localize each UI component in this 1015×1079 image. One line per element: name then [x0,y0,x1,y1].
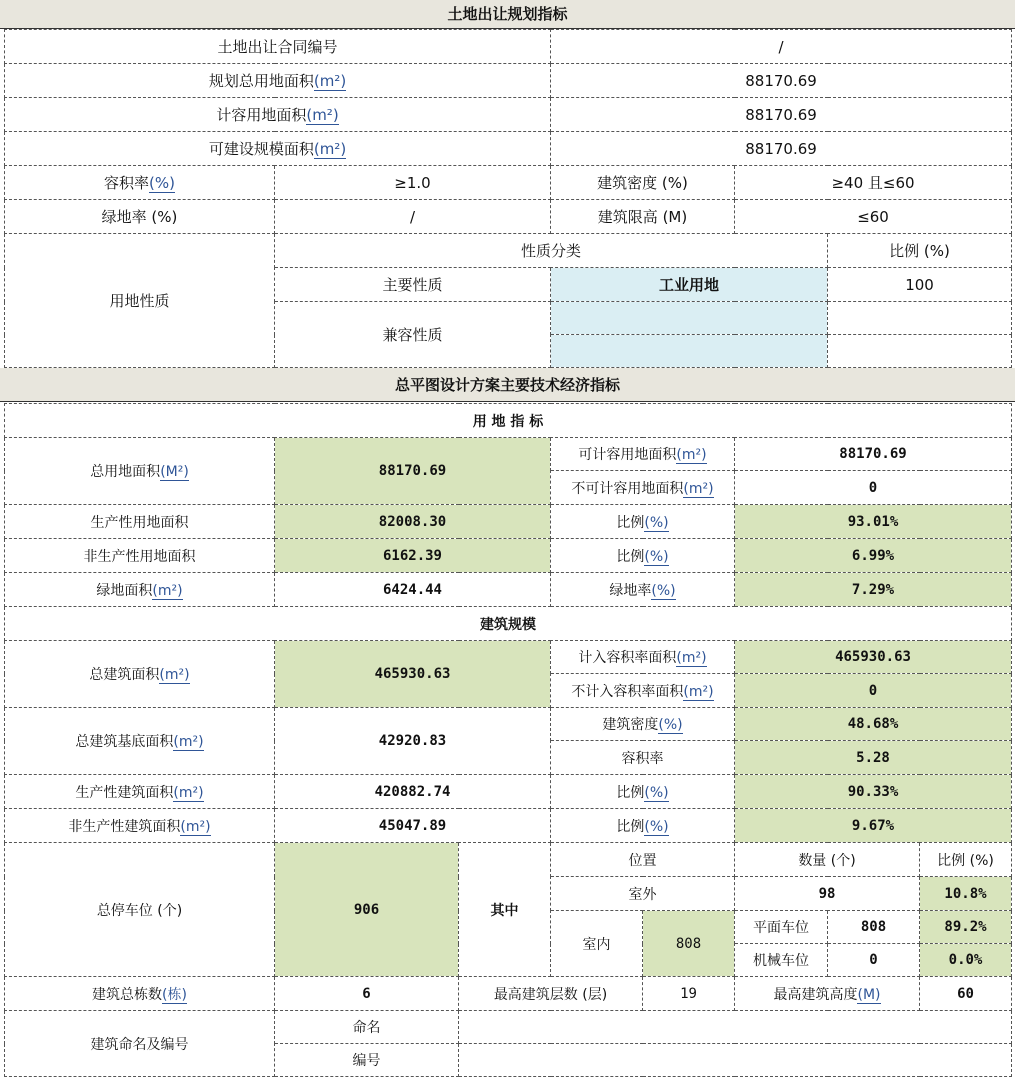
building-header: 建筑规模 [5,607,1012,641]
main-ratio: 100 [828,268,1012,302]
prod-floor-value: 420882.74 [275,775,551,809]
unit-link[interactable]: (%) [644,818,669,835]
green-rate-label-cell [551,573,735,607]
green-area-label: 绿地面积 [96,582,153,599]
outdoor-pct: 10.8% [920,877,1012,911]
indoor-label: 室内 [551,911,643,977]
table-row [5,64,1012,98]
position-header: 位置 [551,843,735,877]
total-area-label: 规划总用地面积 [208,72,314,90]
far-value: 5.28 [735,741,1012,775]
table-row [5,234,1012,268]
far-label: 容积率 [104,174,150,192]
unit-link[interactable]: (M) [857,986,881,1003]
pct-header: 比例 (%) [920,843,1012,877]
height-label: 建筑限高 (M) [551,200,735,234]
noncountable-value: 0 [735,471,1012,505]
countable-label-cell [551,438,735,471]
density-value: ≥40 且≤60 [735,166,1012,200]
max-height-label-cell [735,977,920,1011]
flat-pct: 89.2% [920,911,1012,944]
unit-link[interactable]: (栋) [162,986,187,1003]
total-area-label-cell [5,64,551,98]
table-row [5,539,1012,573]
name-label: 命名 [275,1011,459,1044]
unit-link[interactable]: (%) [149,174,175,192]
table-row [5,1011,1012,1044]
max-height-label: 最高建筑高度 [773,986,858,1003]
table-row [5,200,1012,234]
unit-link[interactable]: (m²) [180,818,211,835]
density-label-cell [551,708,735,741]
unit-link[interactable]: (%) [658,717,683,733]
mech-value: 0 [828,944,920,977]
ratio-label-cell [551,775,735,809]
section1-title-bar [0,0,1015,29]
ratio-label-cell [551,809,735,843]
outdoor-label: 室外 [551,877,735,911]
table-row [5,843,1012,877]
green-area-value: 6424.44 [275,573,551,607]
far-area-value: 88170.69 [551,98,1012,132]
build-area-label: 可建设规模面积 [208,140,314,158]
compat-ratio-2 [828,335,1012,368]
section2-title-bar [0,368,1015,402]
prod-floor-label-cell [5,775,275,809]
nonfar-floor-value: 0 [735,674,1012,708]
unit-link[interactable]: (%) [644,784,669,801]
far-floor-label-cell [551,641,735,674]
total-land-label: 总用地面积 [90,464,161,480]
bldg-count-label-cell [5,977,275,1011]
land-transfer-table [4,29,1012,368]
nonprod-floor-value: 45047.89 [275,809,551,843]
total-floor-label-cell [5,641,275,708]
outdoor-value: 98 [735,877,920,911]
nonprod-floor-ratio: 9.67% [735,809,1012,843]
countable-label: 可计容用地面积 [578,447,677,463]
unit-link[interactable]: (M²) [160,464,189,480]
far-value: ≥1.0 [275,166,551,200]
build-area-label-cell [5,132,551,166]
green-label: 绿地率 (%) [5,200,275,234]
prod-floor-ratio: 90.33% [735,775,1012,809]
nonprod-floor-label: 非生产性建筑面积 [68,818,181,835]
table-row [5,98,1012,132]
compat-label: 兼容性质 [275,302,551,368]
ratio-label: 比例 [616,548,645,565]
countable-value: 88170.69 [735,438,1012,471]
total-land-label-cell [5,438,275,505]
unit-link[interactable]: (%) [651,582,676,599]
far-area-label: 计容用地面积 [216,106,307,124]
far-area-label-cell [5,98,551,132]
noncountable-label: 不可计容用地面积 [571,480,684,497]
nonfar-floor-label: 不计入容积率面积 [571,683,684,700]
parking-label: 总停车位 (个) [5,843,275,977]
compat-value-2 [551,335,828,368]
table-row [5,166,1012,200]
build-area-value: 88170.69 [551,132,1012,166]
bldg-count-value: 6 [275,977,459,1011]
table-row [5,404,1012,438]
flat-value: 808 [828,911,920,944]
main-value: 工业用地 [551,268,828,302]
density-label: 建筑密度 (%) [551,166,735,200]
ratio-label: 比例 [616,784,645,801]
contract-value: / [551,30,1012,64]
nonprod-land-value: 6162.39 [275,539,551,573]
height-value: ≤60 [735,200,1012,234]
far-floor-label: 计入容积率面积 [578,650,677,666]
section2-title: 总平图设计方案主要技术经济指标 [394,376,620,394]
tech-econ-table [4,403,1012,1077]
name-value[interactable] [459,1011,1012,1044]
unit-link[interactable]: (m²) [676,650,707,666]
unit-link[interactable]: (m²) [313,72,347,90]
mech-pct: 0.0% [920,944,1012,977]
total-floor-label: 总建筑面积 [89,667,160,683]
naming-label: 建筑命名及编号 [5,1011,275,1077]
nonprod-floor-label-cell [5,809,275,843]
prod-land-label: 生产性用地面积 [5,505,275,539]
ratio-label: 比例 [616,514,645,531]
noncountable-label-cell [551,471,735,505]
max-floors-label: 最高建筑层数 (层) [459,977,643,1011]
table-row [5,641,1012,674]
density-value: 48.68% [735,708,1012,741]
land-use-label: 用地性质 [5,234,275,368]
unit-link[interactable]: (m²) [173,734,204,750]
unit-link[interactable]: (m²) [683,480,714,497]
table-row [5,708,1012,741]
ratio-label-cell [551,505,735,539]
nonfar-floor-label-cell [551,674,735,708]
table-row [5,607,1012,641]
table-row [5,809,1012,843]
unit-link[interactable]: (m²) [306,106,339,124]
parking-value: 906 [275,843,459,977]
unit-link[interactable]: (m²) [676,447,707,463]
unit-link[interactable]: (%) [644,548,669,565]
far-floor-value: 465930.63 [735,641,1012,674]
unit-link[interactable]: (m²) [683,683,714,700]
base-area-value: 42920.83 [275,708,551,775]
category-header: 性质分类 [275,234,828,268]
indoor-value: 808 [643,911,735,977]
main-label: 主要性质 [275,268,551,302]
max-height-value: 60 [920,977,1012,1011]
ratio-header: 比例 (%) [828,234,1012,268]
compat-value-1 [551,302,828,335]
unit-link[interactable]: (m²) [173,784,204,801]
mech-label: 机械车位 [735,944,828,977]
number-value[interactable] [459,1044,1012,1077]
land-header: 用 地 指 标 [5,404,1012,438]
total-land-value: 88170.69 [275,438,551,505]
table-row [5,573,1012,607]
green-area-label-cell [5,573,275,607]
far-label: 容积率 [551,741,735,775]
unit-link[interactable]: (m²) [313,140,347,158]
number-label: 编号 [275,1044,459,1077]
table-row [5,30,1012,64]
prod-land-value: 82008.30 [275,505,551,539]
green-value: / [275,200,551,234]
bldg-count-label: 建筑总栋数 [92,986,163,1003]
table-row [5,977,1012,1011]
flat-label: 平面车位 [735,911,828,944]
table-row [5,132,1012,166]
density-label: 建筑密度 [602,717,659,733]
compat-ratio-1 [828,302,1012,335]
total-area-value: 88170.69 [551,64,1012,98]
nonprod-land-ratio: 6.99% [735,539,1012,573]
unit-link[interactable]: (m²) [152,582,183,599]
base-area-label-cell [5,708,275,775]
max-floors-value: 19 [643,977,735,1011]
prod-land-ratio: 93.01% [735,505,1012,539]
unit-link[interactable]: (m²) [159,667,190,683]
among-label: 其中 [459,843,551,977]
qty-header: 数量 (个) [735,843,920,877]
green-rate-label: 绿地率 [609,582,652,599]
table-row [5,438,1012,471]
total-floor-value: 465930.63 [275,641,551,708]
section1-title: 土地出让规划指标 [447,5,568,23]
ratio-label-cell [551,539,735,573]
table-row [5,775,1012,809]
unit-link[interactable]: (%) [644,514,669,531]
ratio-label: 比例 [616,818,645,835]
table-row [5,505,1012,539]
prod-floor-label: 生产性建筑面积 [75,784,174,801]
contract-label: 土地出让合同编号 [5,30,551,64]
nonprod-land-label: 非生产性用地面积 [5,539,275,573]
green-rate-value: 7.29% [735,573,1012,607]
base-area-label: 总建筑基底面积 [75,734,174,750]
far-label-cell [5,166,275,200]
